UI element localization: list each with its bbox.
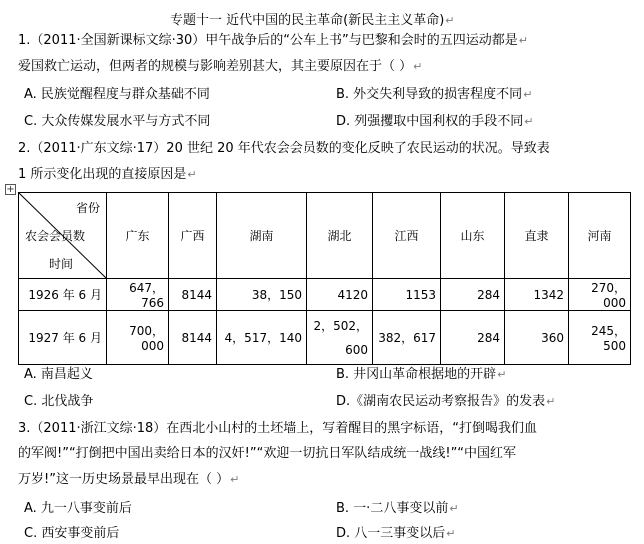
- corner-label-members: 农会会员数: [25, 229, 86, 243]
- province-header: 江西: [373, 193, 441, 279]
- province-header: 山东: [441, 193, 505, 279]
- corner-label-province: 省份: [75, 201, 100, 215]
- value-cell: 284: [441, 311, 505, 365]
- value-cell: 382，617: [373, 311, 441, 365]
- value-cell: 245，500: [569, 311, 631, 365]
- q2-option-d: D.《湖南农民运动考察报告》的发表↵: [336, 394, 556, 409]
- q3-stem-line3: 万岁!”这一历史场景最早出现在（ ）↵: [18, 472, 240, 487]
- value-cell: 4，517，140: [217, 311, 307, 365]
- q1-option-d: D. 列强攫取中国利权的手段不同↵: [336, 114, 534, 129]
- value-cell: 2，502，600: [307, 311, 373, 365]
- table-corner-header: [19, 193, 107, 279]
- value-cell: 700，000: [107, 311, 169, 365]
- value-cell: 284: [441, 279, 505, 311]
- q2-stem-line1: 2.（2011·广东文综·17）20 世纪 20 年代农会会员数的变化反映了农民运动的状况。导致表: [18, 141, 550, 156]
- q1-stem-line2: 爱国救亡运动，但两者的规模与影响差别甚大，其主要原因在于（ ）↵: [18, 59, 423, 74]
- q1-option-a: A. 民族觉醒程度与群众基础不同: [24, 87, 210, 102]
- province-header: 河南: [569, 193, 631, 279]
- value-cell: 1342: [505, 279, 569, 311]
- value-cell: 8144: [169, 279, 217, 311]
- value-cell: 1153: [373, 279, 441, 311]
- value-cell: 8144: [169, 311, 217, 365]
- value-cell: 270，000: [569, 279, 631, 311]
- row-time-cell: 1927 年 6 月: [19, 311, 107, 365]
- table-row: [19, 311, 631, 365]
- q1-stem-line1: 1.（2011·全国新课标文综·30）甲午战争后的“公车上书”与巴黎和会时的五四运动都是↵: [18, 33, 528, 48]
- q3-option-d: D. 八一三事变以后↵: [336, 526, 456, 541]
- value-cell: 38，150: [217, 279, 307, 311]
- q3-option-b: B. 一·二八事变以前↵: [336, 501, 459, 516]
- corner-label-time: 时间: [49, 257, 74, 271]
- row-time-cell: 1926 年 6 月: [19, 279, 107, 311]
- q2-option-c: C. 北伐战争: [24, 394, 94, 409]
- q2-option-b: B. 井冈山革命根据地的开辟↵: [336, 367, 507, 382]
- value-cell: 647，766: [107, 279, 169, 311]
- q2-option-a: A. 南昌起义: [24, 367, 93, 382]
- province-header: 湖北: [307, 193, 373, 279]
- table-row: [19, 279, 631, 311]
- value-cell: 360: [505, 311, 569, 365]
- province-header: 广西: [169, 193, 217, 279]
- province-header: 广东: [107, 193, 169, 279]
- province-header: 直隶: [505, 193, 569, 279]
- q2-stem-line2: 1 所示变化出现的直接原因是↵: [18, 167, 197, 182]
- peasant-association-table: [18, 192, 631, 365]
- value-cell: 4120: [307, 279, 373, 311]
- q3-option-a: A. 九一八事变前后: [24, 501, 132, 516]
- q3-stem-line2: 的军阀!”“打倒把中国出卖给日本的汉奸!”“欢迎一切抗日军队结成统一战线!”“中国红军: [18, 446, 517, 461]
- q3-option-c: C. 西安事变前后: [24, 526, 120, 541]
- q3-stem-line1: 3.（2011·浙江文综·18）在西北小山村的土坯墙上，写着醒目的黑字标语，“打倒喝我们血: [18, 421, 538, 436]
- table-move-handle[interactable]: +: [6, 184, 15, 195]
- q1-option-b: B. 外交失利导致的损害程度不同↵: [336, 87, 533, 102]
- document-title: 专题十一 近代中国的民主革命(新民主主义革命)↵: [170, 13, 455, 28]
- q1-option-c: C. 大众传媒发展水平与方式不同: [24, 114, 211, 129]
- province-header: 湖南: [217, 193, 307, 279]
